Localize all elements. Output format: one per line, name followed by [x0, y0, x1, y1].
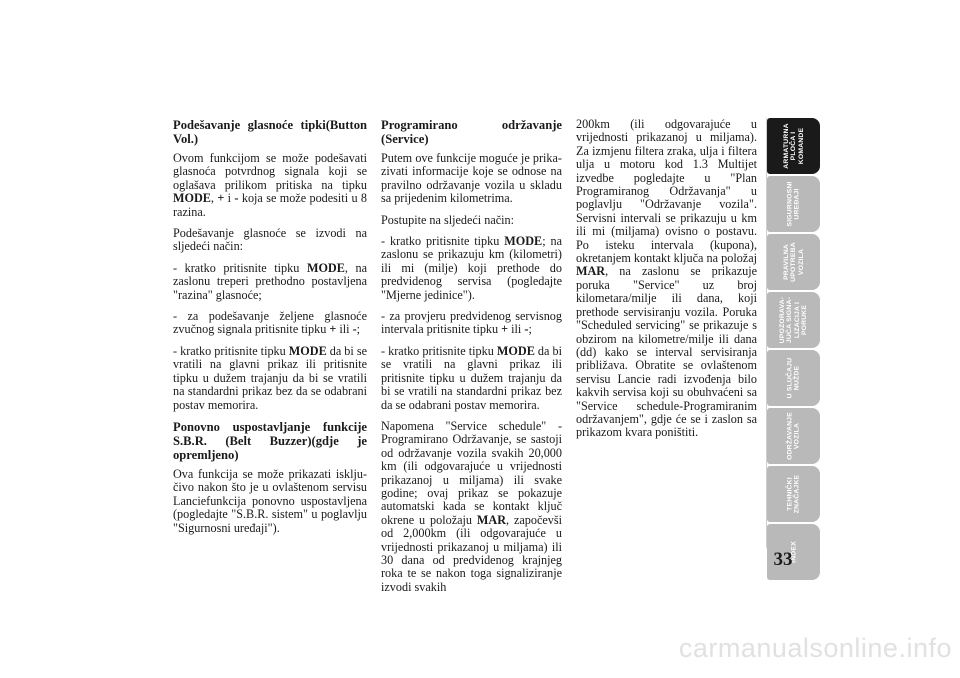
text: 200km (ili odgovarajuće u vrijednosti prikazanoj u miljama). Za izmjenu filtera zraka, ulja i filtera ulja u motoru kod 1.3 Multijet izvedbe pogledajte u "Plan Programiranog Održavanja" u poglavlju "Održavanje vozila". Servisni intervali se prikazuju u km ili mi (miljama) ovisno o postavu. Po isteku intervala (kupona), okretanjem kontakt ključa na položaj	[576, 117, 757, 266]
text: da bi se vratili na glavni prikaz ili pritisnite tipku u dužem trajanju da bi se vratili na standardni prikaz bez da se odabrani postav memorira.	[381, 343, 562, 412]
tab-label: UPOZORAVA-JUĆA SIGNA-LIZACIJA I PORUKE	[778, 296, 808, 344]
tab-sigurnosni-uredaji[interactable]	[767, 176, 820, 232]
text: ;	[528, 322, 532, 337]
key-minus: -	[352, 322, 357, 337]
text: ;	[356, 322, 361, 337]
text: ili	[508, 322, 525, 337]
tab-odrzavanje-vozila[interactable]	[767, 408, 820, 464]
text: - kratko pritisnite tipku	[173, 343, 289, 358]
tab-label: U SLUČAJU NUŽDE	[786, 357, 801, 399]
key-minus: -	[234, 191, 239, 206]
paragraph: Ova funkcija se može prikazati isklju-čivo nakon što je u ovlaštenom servisu Lanciefunkcija ponovno uspostavljena (pogledajte "S.B.R. sistem" u poglavlju "Sigurnosni uređaji").	[173, 466, 367, 535]
paragraph	[381, 310, 562, 337]
paragraph: Podešavanje glasnoće se izvodi na sljedeći način:	[173, 226, 367, 254]
key-plus: +	[501, 322, 509, 337]
key-minus: -	[524, 322, 529, 337]
key-mode: MODE	[288, 343, 327, 358]
text: , na zaslonu se prikazuje poruka "Service" uz broj kilometara/milje ili dana, koji prethode servisiranju vozila. Poruka "Scheduled servicing" se prikazuje s obzirom na kilometre/milje ili dana (dd) kako se interval servisiranja približava. Obratite se ovlaštenom servisu Lancie radi izvođenja bilo kakvih servisa koji su obuhvaćeni sa "Service schedule-Programiranim održavanjem", gdje će se i zaslon sa prikazom kvara poništiti.	[576, 264, 757, 440]
key-mode: MODE	[306, 260, 345, 275]
paragraph	[381, 345, 562, 412]
tab-armaturna-ploca[interactable]	[767, 118, 820, 174]
text: koja se može podesiti u 8 razina.	[173, 191, 367, 219]
tab-label: SIGURNOSNI UREĐAJI	[786, 181, 801, 227]
key-mode: MODE	[504, 234, 543, 249]
text: - za podešavanje željene glasnoće zvučnog signala pritisnite tipku	[173, 309, 367, 337]
paragraph	[173, 152, 367, 219]
section-heading-sbr: Ponovno uspostavljanje funkcije S.B.R. (Belt Buzzer)(gdje je opremljeno)	[173, 419, 367, 462]
page-number: 33	[773, 549, 793, 570]
text: Napomena "Service schedule" - Programirano Održavanje, se sastoji od održavanje vozila svakih 20,000 km (ili odgovarajuće u vrijednosti prikazanoj u miljama) ili svake godine; ovaj prikaz se pokazuje automatski kada se kontakt ključ okrene u položaju	[381, 418, 562, 527]
section-heading-button-volume: Podešavanje glasnoće tipki(Button Vol.)	[173, 118, 367, 146]
text: , na zaslonu treperi prethodno postavljena "razina" glasnoće;	[173, 260, 367, 302]
tab-label: INDEX	[789, 541, 797, 563]
key-plus: +	[217, 191, 225, 206]
paragraph	[381, 420, 562, 594]
key-mar: MAR	[576, 264, 606, 279]
paragraph	[173, 345, 367, 412]
paragraph	[173, 310, 367, 337]
watermark: carmanualsonline.info	[678, 633, 952, 663]
paragraph: Postupite na sljedeći način:	[381, 212, 515, 227]
column-1	[173, 118, 367, 535]
text: i	[224, 191, 235, 206]
tab-label: TEHNIČKI ZNAČAJKE	[786, 474, 801, 514]
text: ,	[210, 191, 218, 206]
key-mode: MODE	[173, 191, 211, 206]
tab-label: PRAVILNA UPOTREBA VOZILA	[782, 242, 805, 282]
tab-u-slucaju-nuzde[interactable]	[767, 350, 820, 406]
text: - kratko pritisnite tipku	[173, 260, 307, 275]
tab-tehnicki-znacajke[interactable]	[767, 466, 820, 522]
text: ; na zaslonu se prikazuju km (kilometri) ili mi (milje) koji prethode do predvidenog servisa (pogledajte "Mjerne jedinice").	[381, 234, 562, 302]
text: - kratko pritisnite tipku	[381, 343, 497, 358]
text: da bi se vratili na glavni prikaz ili pritisnite tipku u dužem trajanju da bi se vratili na standardni prikaz bez da se odabrani postav memorira.	[173, 343, 367, 412]
tab-label: ARMATURNA PLOČA I KOMANDE	[782, 123, 805, 169]
text: , započevši od 2,000km (ili odgovarajuće u vrijednosti prikazanoj u miljama) ili 30 dana od predvidenog krajnjeg roka te se nakon toga signaliziranje izvodi svakih	[381, 512, 562, 594]
paragraph	[381, 235, 562, 302]
paragraph: Putem ove funkcije moguće je prika-zivati informacije koje se odnose na pravilno održavanje vozila u skladu sa prijedenim kilometrima.	[381, 151, 562, 206]
tab-pravilna-upotreba[interactable]	[767, 234, 820, 290]
text: - kratko pritisnite tipku	[381, 234, 505, 249]
column-3	[576, 118, 757, 440]
key-mode: MODE	[496, 343, 535, 358]
text: ili	[336, 322, 353, 337]
text: Ovom funkcijom se može podešavati glasnoća potvrdnog signala koji se oglašava prilikom pritiska na tipku	[173, 151, 367, 192]
tab-upozoravajuca-signalizacija[interactable]	[767, 292, 820, 348]
section-heading-service: Programirano održavanje (Service)	[381, 118, 562, 146]
text: - za provjeru predvidenog servisnog intervala pritisnite tipku	[381, 309, 562, 337]
key-mar: MAR	[476, 512, 506, 527]
paragraph	[576, 118, 757, 440]
paragraph	[173, 262, 367, 302]
tab-label: ODRŽAVANJE VOZILA	[786, 412, 801, 460]
column-2	[381, 118, 562, 594]
key-plus: +	[329, 322, 337, 337]
